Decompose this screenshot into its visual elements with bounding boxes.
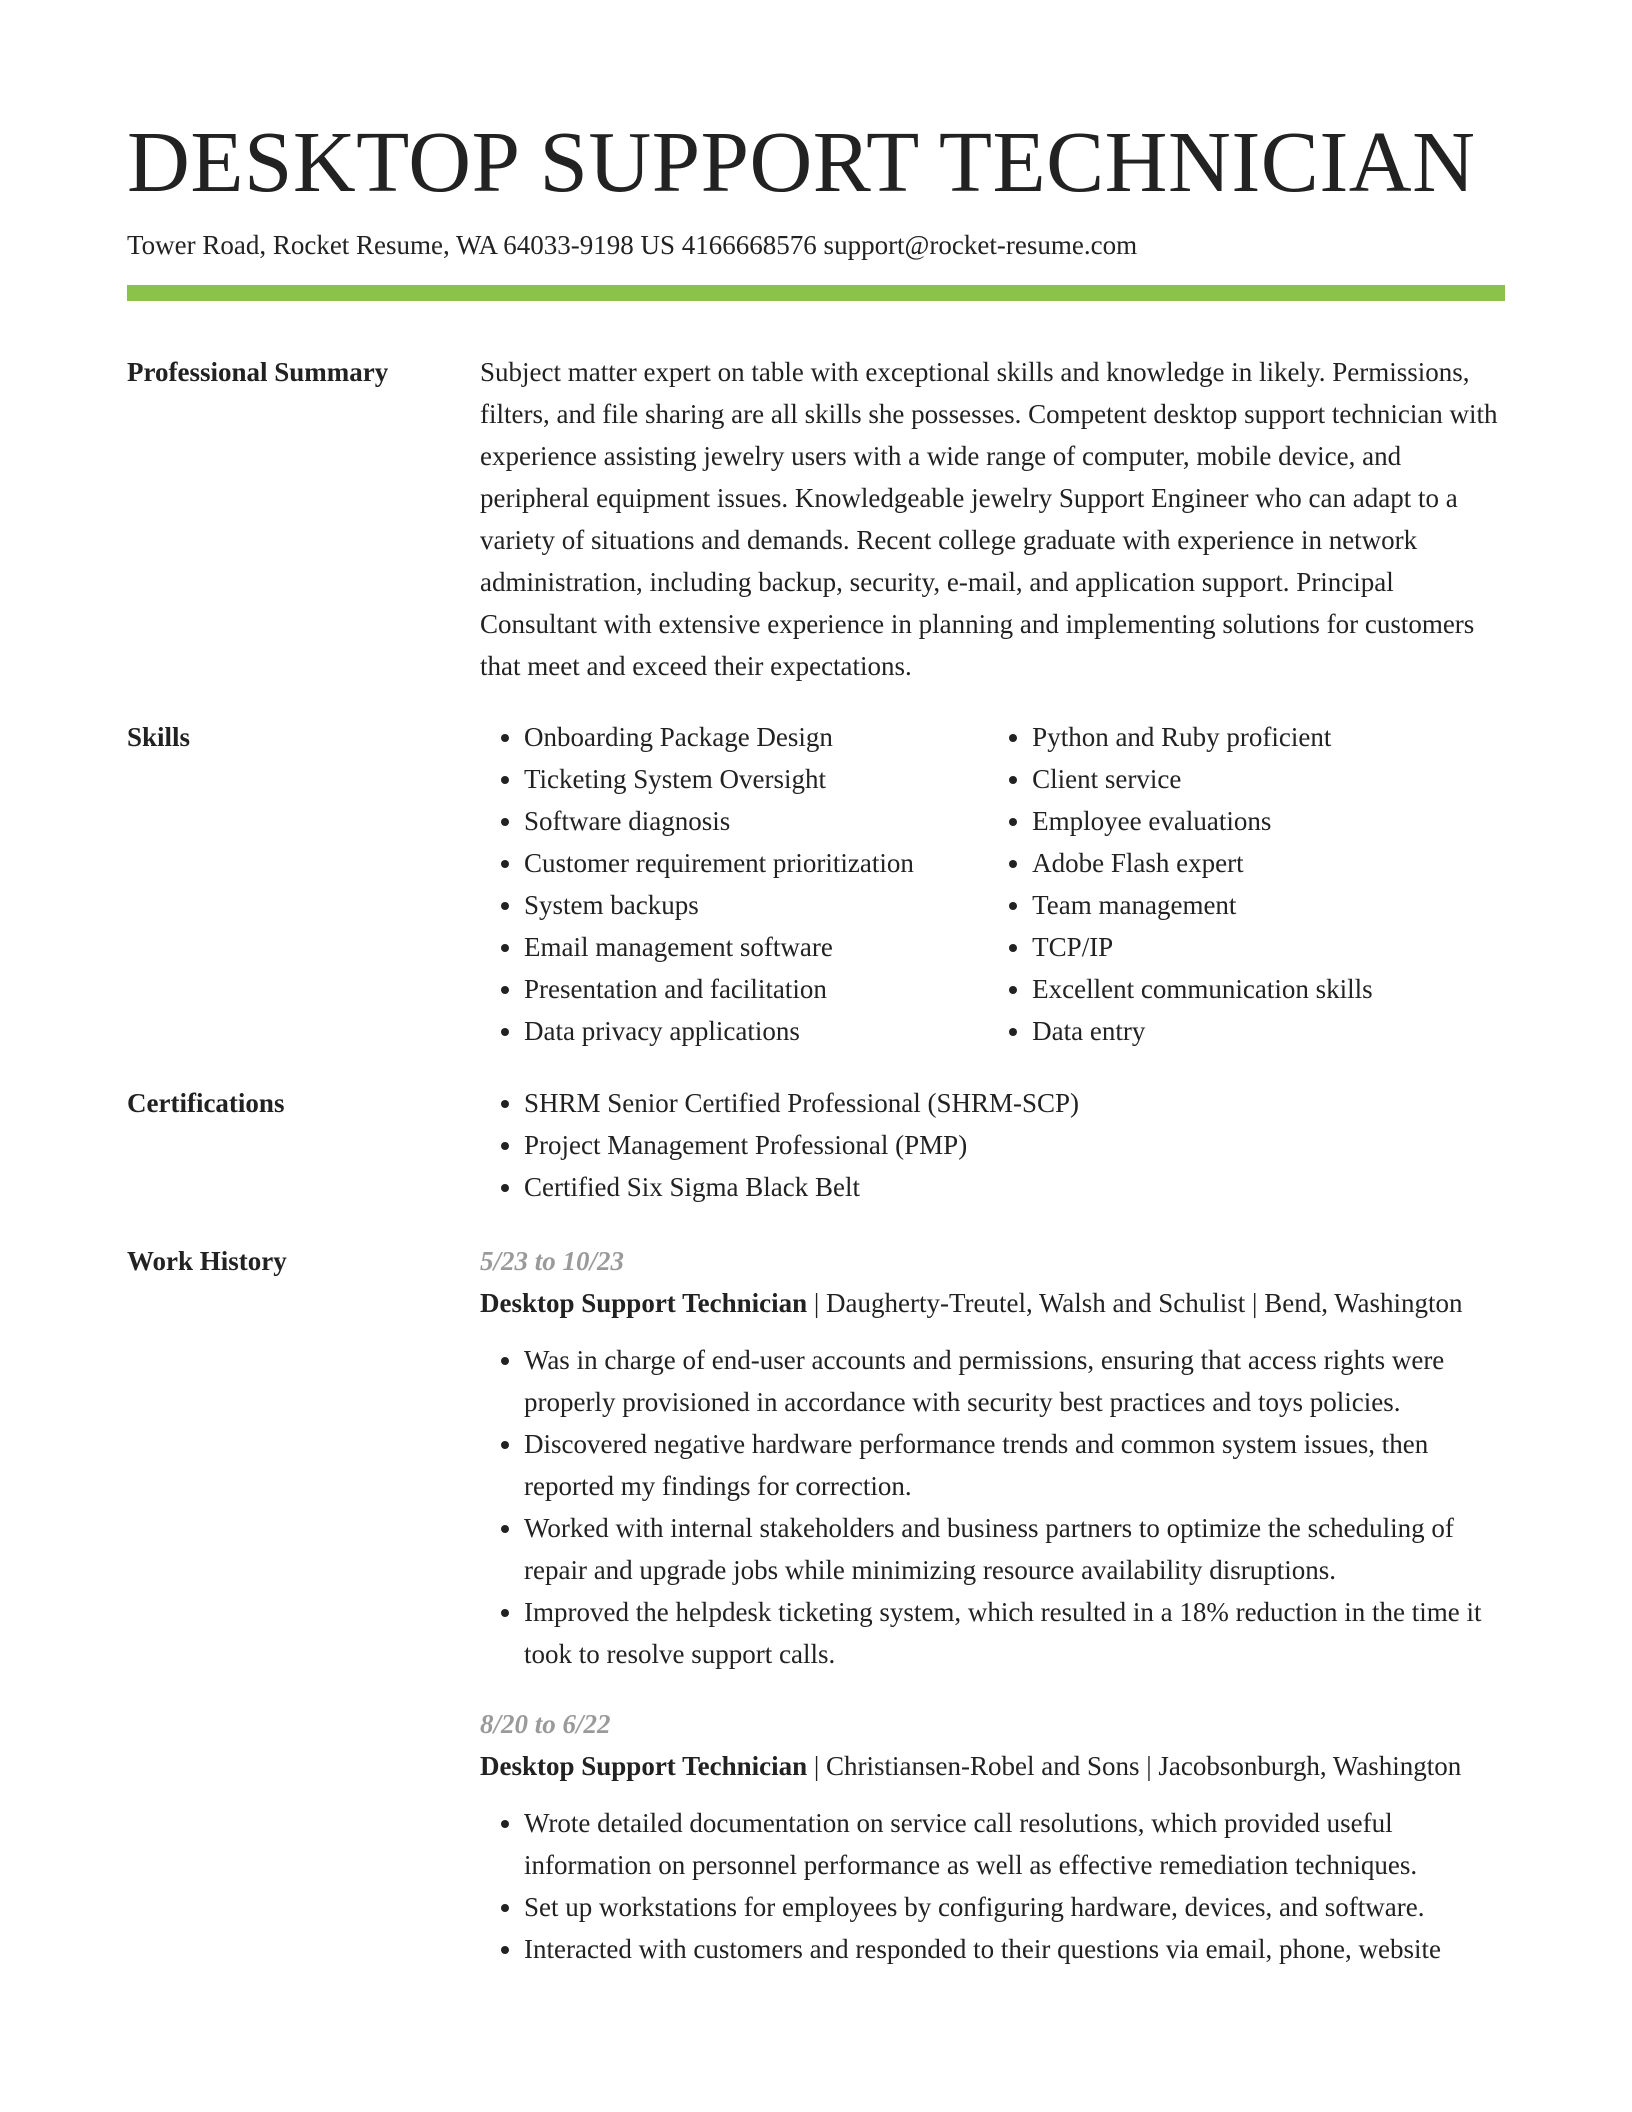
skill-item: • Excellent communication skills: [1032, 968, 1505, 1010]
skill-item: • TCP/IP: [1032, 926, 1505, 968]
contact-line: Tower Road, Rocket Resume, WA 64033-9198 US 4166668576 support@rocket-resume.com: [127, 230, 1138, 260]
section-label-skills: Skills: [127, 722, 191, 752]
skill-item: • Python and Ruby proficient: [1032, 716, 1505, 758]
job-date: 8/20 to 6/22: [480, 1709, 611, 1739]
skill-item: • Data entry: [1032, 1010, 1505, 1052]
skill-item: • Software diagnosis: [524, 800, 943, 842]
skill-item: • Adobe Flash expert: [1032, 842, 1505, 884]
job-bullet: • Set up workstations for employees by configuring hardware, devices, and software.: [524, 1886, 1505, 1928]
skill-item: • Team management: [1032, 884, 1505, 926]
skill-item: • Ticketing System Oversight: [524, 758, 943, 800]
certifications-body: [480, 1082, 1505, 1208]
job-bullet: • Was in charge of end-user accounts and permissions, ensuring that access rights were properly provisioned in accordance with security best practices and toys policies.: [524, 1339, 1505, 1423]
job-heading: [480, 1745, 1505, 1787]
skills-list-left: [480, 716, 943, 1052]
job-heading: [480, 1282, 1505, 1324]
job-entry: [480, 1240, 1505, 1675]
summary-text: Subject matter expert on table with exceptional skills and knowledge in likely. Permissions, filters, and file sharing are all skills she possesses. Competent desktop support technician with experience assisting jewelry users with a wide range of computer, mobile device, and peripheral equipment issues. Knowledgeable jewelry Support Engineer who can adapt to a variety of situations and demands. Recent college graduate with experience in network administration, including backup, security, e-mail, and application support. Principal Consultant with extensive experience in planning and implementing solutions for customers that meet and exceed their expectations.: [480, 357, 1498, 681]
skill-item: • Client service: [1032, 758, 1505, 800]
job-bullet: • Improved the helpdesk ticketing system, which resulted in a 18% reduction in the time it took to resolve support calls.: [524, 1591, 1505, 1675]
job-title: Desktop Support Technician: [480, 1288, 808, 1318]
summary-body: [480, 351, 1505, 687]
job-bullets: [480, 1339, 1505, 1675]
job-title: Desktop Support Technician: [480, 1751, 808, 1781]
skills-body: [480, 716, 1505, 1052]
skills-list-right: [988, 716, 1505, 1052]
job-bullet: • Discovered negative hardware performance trends and common system issues, then reported my findings for correction.: [524, 1423, 1505, 1507]
resume-title: DESKTOP SUPPORT TECHNICIAN: [127, 113, 1476, 210]
section-label-certifications: Certifications: [127, 1088, 285, 1118]
skill-item: • Presentation and facilitation: [524, 968, 943, 1010]
skill-item: • Email management software: [524, 926, 943, 968]
job-entry: [480, 1703, 1505, 1970]
skill-item: • Data privacy applications: [524, 1010, 943, 1052]
job-bullet: • Wrote detailed documentation on service call resolutions, which provided useful information on personnel performance as well as effective remediation techniques.: [524, 1802, 1505, 1886]
certification-item: • Certified Six Sigma Black Belt: [524, 1166, 1505, 1208]
certification-item: • Project Management Professional (PMP): [524, 1124, 1505, 1166]
job-bullet: • Worked with internal stakeholders and business partners to optimize the scheduling of repair and upgrade jobs while minimizing resource availability disruptions.: [524, 1507, 1505, 1591]
skill-item: • System backups: [524, 884, 943, 926]
skill-item: • Customer requirement prioritization: [524, 842, 943, 884]
job-details: | Christiansen-Robel and Sons | Jacobsonburgh, Washington: [807, 1751, 1462, 1781]
section-label-work-history: Work History: [127, 1246, 287, 1276]
certification-item: • SHRM Senior Certified Professional (SHRM-SCP): [524, 1082, 1505, 1124]
resume-header: [127, 113, 1505, 261]
section-label-summary: Professional Summary: [127, 357, 389, 387]
job-details: | Daugherty-Treutel, Walsh and Schulist | Bend, Washington: [807, 1288, 1463, 1318]
skill-item: • Onboarding Package Design: [524, 716, 943, 758]
certifications-list: [480, 1082, 1505, 1208]
skill-item: • Employee evaluations: [1032, 800, 1505, 842]
accent-divider: [127, 285, 1505, 301]
job-bullets: [480, 1802, 1505, 1970]
job-bullet: • Interacted with customers and responded to their questions via email, phone, website: [524, 1928, 1505, 1970]
job-date: 5/23 to 10/23: [480, 1246, 625, 1276]
work-history-body: [480, 1240, 1505, 1970]
